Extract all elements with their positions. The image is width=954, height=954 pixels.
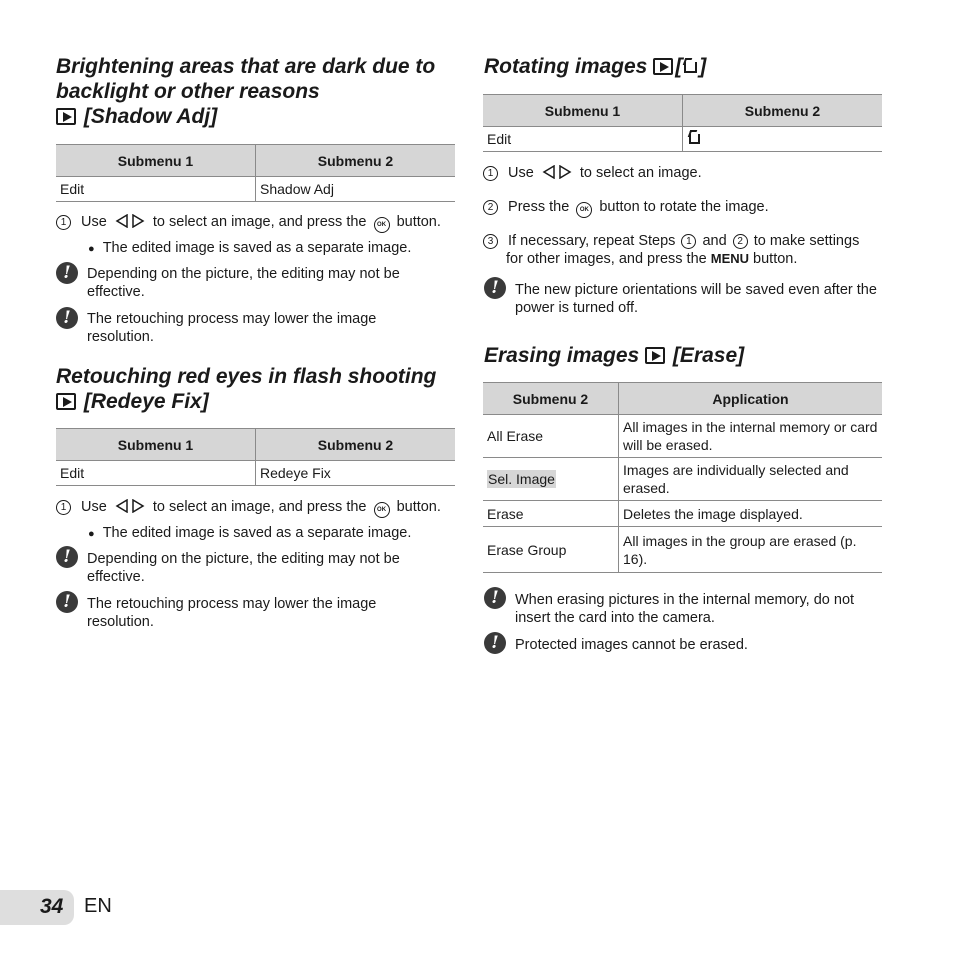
rotate-table	[483, 94, 882, 152]
table-header: Submenu 1	[56, 145, 256, 177]
redeye-caution-2: The retouching process may lower the image resolution.	[87, 596, 377, 630]
redeye-heading	[56, 364, 456, 414]
caution-icon: !	[56, 262, 78, 284]
caution-icon: !	[56, 307, 78, 329]
sel-image-label: Sel. Image	[488, 471, 555, 487]
table-cell: Erase Group	[483, 527, 619, 573]
menu-button-label: MENU	[710, 251, 750, 266]
table-cell: All Erase	[483, 415, 619, 458]
caution-icon: !	[484, 587, 506, 609]
table-header: Submenu 1	[56, 429, 256, 461]
rotate-icon	[684, 62, 697, 73]
rotate-caution: The new picture orientations will be saved even after the power is turned off.	[515, 282, 877, 316]
table-header: Submenu 2	[256, 145, 456, 177]
ok-button-icon: OK	[374, 502, 390, 518]
left-right-arrows-icon	[115, 214, 145, 228]
rotate-step-3: 3 If necessary, repeat Steps 1 and 2 to make settings for other images, and press the MENU button.	[483, 232, 883, 268]
table-cell	[683, 127, 883, 152]
bullet-icon: ●	[88, 243, 95, 255]
playback-icon	[56, 108, 76, 125]
rotate-step-1: 1 Use to select an image.	[483, 164, 883, 182]
table-cell	[483, 458, 619, 501]
step-number: 1	[483, 166, 498, 181]
shadow-bullet: ● The edited image is saved as a separate image.	[88, 240, 412, 256]
erase-table	[483, 382, 882, 573]
table-header: Submenu 1	[483, 95, 683, 127]
shadow-step-1: 1 Use to select an image, and press the OK button.	[56, 213, 456, 233]
playback-icon	[645, 347, 665, 364]
shadow-adj-heading	[56, 54, 456, 129]
rotate-icon	[689, 134, 700, 144]
redeye-bullet: ● The edited image is saved as a separate image.	[88, 525, 412, 541]
erase-heading	[484, 343, 884, 368]
ok-button-icon: OK	[374, 217, 390, 233]
step-number: 2	[483, 200, 498, 215]
caution-icon: !	[484, 632, 506, 654]
table-header: Submenu 2	[483, 383, 619, 415]
rotate-title: Rotating images	[484, 55, 648, 78]
shadow-title-line2: backlight or other reasons	[56, 80, 320, 103]
playback-icon	[653, 58, 673, 75]
playback-icon	[56, 393, 76, 410]
bullet-icon: ●	[88, 528, 95, 540]
table-cell: Edit	[483, 127, 683, 152]
caution-icon: !	[56, 546, 78, 568]
caution-icon: !	[484, 277, 506, 299]
table-cell: Images are individually selected and erased.	[619, 458, 883, 501]
erase-title: Erasing images	[484, 344, 640, 367]
redeye-title-line1: Retouching red eyes in flash shooting	[56, 365, 437, 388]
shadow-caution-1: Depending on the picture, the editing may not be effective.	[87, 266, 400, 300]
ok-button-icon: OK	[576, 202, 592, 218]
left-right-arrows-icon	[115, 499, 145, 513]
table-cell: Deletes the image displayed.	[619, 501, 883, 527]
step-reference: 2	[733, 234, 748, 249]
language-label: EN	[84, 895, 112, 917]
caution-icon: !	[56, 591, 78, 613]
shadow-title-line1: Brightening areas that are dark due to	[56, 55, 436, 78]
rotate-step-2: 2 Press the OK button to rotate the image.	[483, 198, 883, 218]
redeye-title-line2: [Redeye Fix]	[83, 390, 209, 413]
page-number: 34	[40, 895, 64, 918]
rotate-heading: Rotating images [ ]	[484, 55, 707, 78]
table-cell: Shadow Adj	[256, 177, 456, 202]
redeye-table	[56, 428, 455, 486]
table-header: Submenu 2	[256, 429, 456, 461]
redeye-caution-1: Depending on the picture, the editing may not be effective.	[87, 551, 400, 585]
table-cell: Edit	[56, 461, 256, 486]
table-header: Submenu 2	[683, 95, 883, 127]
redeye-step-1: 1 Use to select an image, and press the OK button.	[56, 498, 456, 518]
step-number: 3	[483, 234, 498, 249]
erase-caution-2: Protected images cannot be erased.	[515, 637, 748, 653]
step-reference: 1	[681, 234, 696, 249]
shadow-adj-table	[56, 144, 455, 202]
table-cell: Erase	[483, 501, 619, 527]
shadow-title-line3: [Shadow Adj]	[83, 105, 218, 128]
shadow-caution-2: The retouching process may lower the image resolution.	[87, 311, 377, 345]
table-cell: Edit	[56, 177, 256, 202]
erase-title-bracket: [Erase]	[672, 344, 745, 367]
left-right-arrows-icon	[542, 165, 572, 179]
table-cell: Redeye Fix	[256, 461, 456, 486]
step-number: 1	[56, 500, 71, 515]
table-cell: All images in the internal memory or card will be erased.	[619, 415, 883, 458]
erase-caution-1: When erasing pictures in the internal memory, do not insert the card into the camera.	[515, 592, 855, 626]
step-number: 1	[56, 215, 71, 230]
table-header: Application	[619, 383, 883, 415]
table-cell: All images in the group are erased (p. 16).	[619, 527, 883, 573]
